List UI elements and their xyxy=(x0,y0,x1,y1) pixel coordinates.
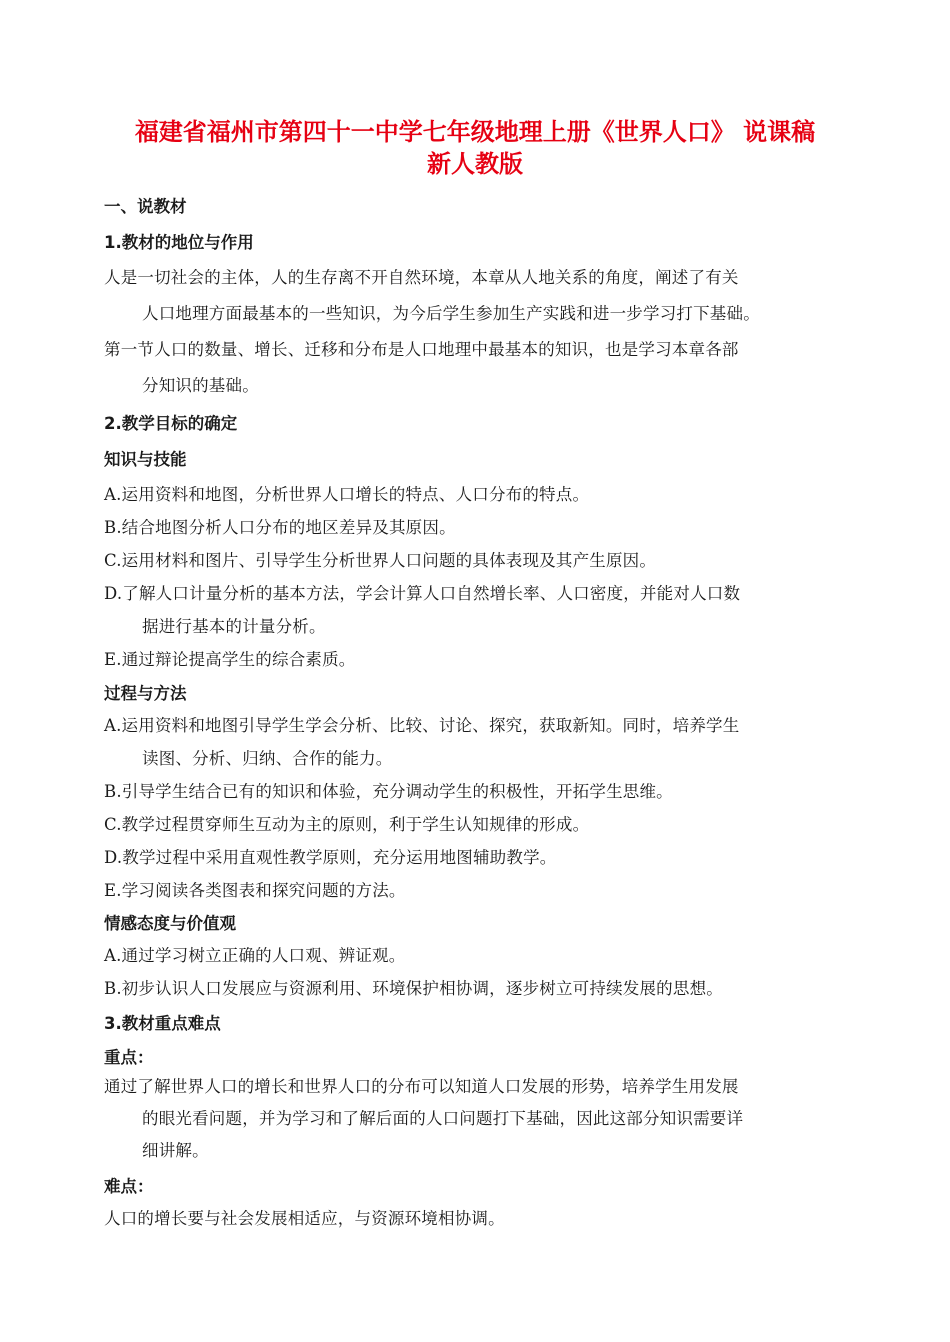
list-item: B.初步认识人口发展应与资源利用、环境保护相协调，逐步树立可持续发展的思想。 xyxy=(104,979,723,998)
subheading-material-status: 1.教材的地位与作用 xyxy=(104,233,254,252)
list-item: A.运用资料和地图，分析世界人口增长的特点、人口分布的特点。 xyxy=(104,485,590,504)
paragraph-line: 细讲解。 xyxy=(142,1141,209,1160)
label-key-point: 重点： xyxy=(104,1048,154,1067)
list-item: A.通过学习树立正确的人口观、辨证观。 xyxy=(104,946,406,965)
list-item: C.运用材料和图片、引导学生分析世界人口问题的具体表现及其产生原因。 xyxy=(104,551,657,570)
subheading-emotion-values: 情感态度与价值观 xyxy=(104,914,236,933)
paragraph-line: 的眼光看问题，并为学习和了解后面的人口问题打下基础，因此这部分知识需要详 xyxy=(142,1109,744,1128)
list-item: B.引导学生结合已有的知识和体验，充分调动学生的积极性，开拓学生思维。 xyxy=(104,782,673,801)
list-item: A.运用资料和地图引导学生学会分析、比较、讨论、探究，获取新知。同时，培养学生 xyxy=(104,716,740,735)
list-item: C.教学过程贯穿师生互动为主的原则，利于学生认知规律的形成。 xyxy=(104,815,590,834)
document-title-line-1: 福建省福州市第四十一中学七年级地理上册《世界人口》 说课稿 xyxy=(134,118,816,146)
subheading-teaching-goals: 2.教学目标的确定 xyxy=(104,414,238,433)
list-item: E.学习阅读各类图表和探究问题的方法。 xyxy=(104,881,406,900)
subheading-process-methods: 过程与方法 xyxy=(104,684,187,703)
list-item-continuation: 据进行基本的计量分析。 xyxy=(142,617,326,636)
list-item-continuation: 读图、分析、归纳、合作的能力。 xyxy=(142,749,393,768)
paragraph-line: 第一节人口的数量、增长、迁移和分布是人口地理中最基本的知识，也是学习本章各部 xyxy=(104,340,739,359)
paragraph-line: 人口的增长要与社会发展相适应，与资源环境相协调。 xyxy=(104,1209,505,1228)
paragraph-line: 分知识的基础。 xyxy=(142,376,259,395)
list-item: D.了解人口计量分析的基本方法，学会计算人口自然增长率、人口密度，并能对人口数 xyxy=(104,584,741,603)
subheading-key-difficult-points: 3.教材重点难点 xyxy=(104,1014,221,1033)
section-heading-teaching-material: 一、说教材 xyxy=(104,197,187,216)
paragraph-line: 人是一切社会的主体，人的生存离不开自然环境，本章从人地关系的角度，阐述了有关 xyxy=(104,268,739,287)
paragraph-line: 通过了解世界人口的增长和世界人口的分布可以知道人口发展的形势，培养学生用发展 xyxy=(104,1077,739,1096)
document-title-line-2: 新人教版 xyxy=(427,150,523,178)
paragraph-line: 人口地理方面最基本的一些知识，为今后学生参加生产实践和进一步学习打下基础。 xyxy=(142,304,760,323)
list-item: B.结合地图分析人口分布的地区差异及其原因。 xyxy=(104,518,456,537)
list-item: E.通过辩论提高学生的综合素质。 xyxy=(104,650,356,669)
label-difficult-point: 难点： xyxy=(104,1177,154,1196)
subheading-knowledge-skills: 知识与技能 xyxy=(104,450,187,469)
list-item: D.教学过程中采用直观性教学原则，充分运用地图辅助教学。 xyxy=(104,848,557,867)
